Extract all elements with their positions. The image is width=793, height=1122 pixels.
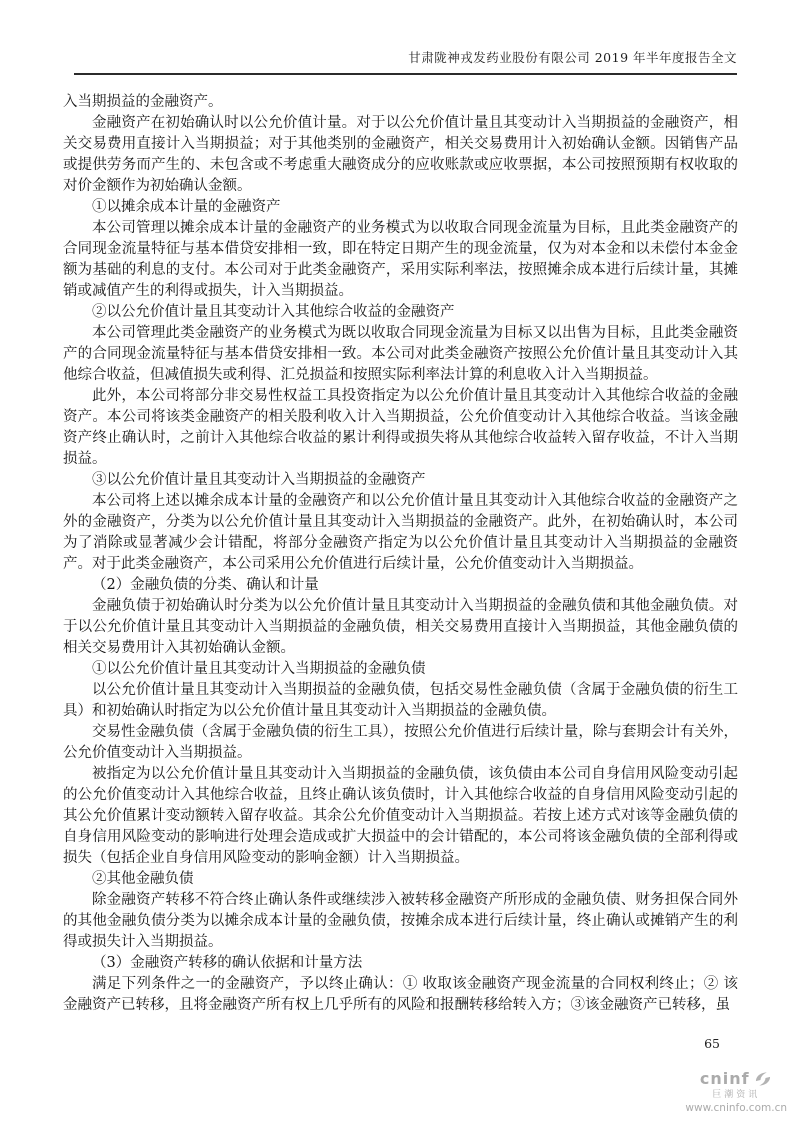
section-heading-financial-liabilities: （2）金融负债的分类、确认和计量 bbox=[92, 577, 319, 593]
paragraph: 金融资产在初始确认时以公允价值计量。对于以公允价值计量且其变动计入当期损益的金融资产，相关交易费用直接计入当期损益；对于其他类别的金融资产，相关交易费用计入初始确认金额。因销售产品或提供劳务而产生的、未包含或不考虑重大融资成分的应收账款或应收票据，本公司按照预期有权收取的对价金额作为初始确认金额。 bbox=[63, 115, 738, 194]
paragraph: 满足下列条件之一的金融资产，予以终止确认：① 收取该金融资产现金流量的合同权利终止；② 该金融资产已转移，且将金融资产所有权上几乎所有的风险和报酬转移给转入方；③该金融资产已转移，虽 bbox=[63, 976, 738, 1013]
paragraph: 此外，本公司将部分非交易性权益工具投资指定为以公允价值计量且其变动计入其他综合收益的金融资产。本公司将该类金融资产的相关股利收入计入当期损益，公允价值变动计入其他综合收益。当该金融资产终止确认时，之前计入其他综合收益的累计利得或损失将从其他综合收益转入留存收益，不计入当期损益。 bbox=[63, 388, 738, 467]
paragraph: 本公司管理此类金融资产的业务模式为既以收取合同现金流量为目标又以出售为目标，且此类金融资产的合同现金流量特征与基本借贷安排相一致。本公司对此类金融资产按照公允价值计量且其变动计入其他综合收益，但减值损失或利得、汇兑损益和按照实际利率法计算的利息收入计入当期损益。 bbox=[63, 325, 738, 383]
paragraph: 本公司管理以摊余成本计量的金融资产的业务模式为以收取合同现金流量为目标，且此类金融资产的合同现金流量特征与基本借贷安排相一致，即在特定日期产生的现金流量，仅为对本金和以未偿付本金金额为基础的利息的支付。本公司对于此类金融资产，采用实际利率法，按照摊余成本进行后续计量，其摊销或减值产生的利得或损失，计入当期损益。 bbox=[63, 220, 738, 299]
section-heading-fvtpl-liabilities: ①以公允价值计量且其变动计入当期损益的金融负债 bbox=[92, 661, 426, 677]
cninfo-watermark bbox=[685, 1069, 787, 1114]
paragraph: 本公司将上述以摊余成本计量的金融资产和以公允价值计量且其变动计入其他综合收益的金融资产之外的金融资产，分类为以公允价值计量且其变动计入当期损益的金融资产。此外，在初始确认时，本公司为了消除或显著减少会计错配，将部分金融资产指定为以公允价值计量且其变动计入当期损益的金融资产。对于此类金融资产，本公司采用公允价值进行后续计量，公允价值变动计入当期损益。 bbox=[63, 493, 738, 572]
section-heading-other-liabilities: ②其他金融负债 bbox=[92, 871, 194, 887]
cninfo-brand-text: cninf bbox=[699, 1069, 750, 1088]
cninfo-chinese-name: 巨潮资讯 bbox=[712, 1090, 761, 1100]
page-number: 65 bbox=[704, 1036, 720, 1051]
document-body bbox=[63, 92, 738, 1016]
paragraph-continuation: 入当期损益的金融资产。 bbox=[63, 94, 223, 110]
header-running-title: 甘肃陇神戎发药业股份有限公司 2019 年半年度报告全文 bbox=[74, 48, 737, 75]
section-heading-fvtpl-assets: ③以公允价值计量且其变动计入当期损益的金融资产 bbox=[92, 472, 426, 488]
cninfo-url: www.cninfo.com.cn bbox=[685, 1101, 787, 1114]
section-heading-fvoci-assets: ②以公允价值计量且其变动计入其他综合收益的金融资产 bbox=[92, 304, 455, 320]
paragraph: 以公允价值计量且其变动计入当期损益的金融负债，包括交易性金融负债（含属于金融负债的衍生工具）和初始确认时指定为以公允价值计量且其变动计入当期损益的金融负债。 bbox=[63, 682, 738, 719]
cninfo-brand-row bbox=[700, 1069, 773, 1089]
paragraph: 交易性金融负债（含属于金融负债的衍生工具），按照公允价值进行后续计量，除与套期会计有关外，公允价值变动计入当期损益。 bbox=[63, 724, 738, 761]
section-heading-amortized-cost-assets: ①以摊余成本计量的金融资产 bbox=[92, 199, 281, 215]
paragraph: 除金融资产转移不符合终止确认条件或继续涉入被转移金融资产所形成的金融负债、财务担保合同外的其他金融负债分类为以摊余成本计量的金融负债，按摊余成本进行后续计量，终止确认或摊销产生的利得或损失计入当期损益。 bbox=[63, 892, 738, 950]
cninfo-swirl-icon bbox=[753, 1069, 773, 1089]
section-heading-asset-transfer: （3）金融资产转移的确认依据和计量方法 bbox=[92, 955, 363, 971]
paragraph: 金融负债于初始确认时分类为以公允价值计量且其变动计入当期损益的金融负债和其他金融负债。对于以公允价值计量且其变动计入当期损益的金融负债，相关交易费用直接计入当期损益，其他金融负债的相关交易费用计入其初始确认金额。 bbox=[63, 598, 738, 656]
paragraph: 被指定为以公允价值计量且其变动计入当期损益的金融负债，该负债由本公司自身信用风险变动引起的公允价值变动计入其他综合收益，且终止确认该负债时，计入其他综合收益的自身信用风险变动引起的其公允价值累计变动额转入留存收益。其余公允价值变动计入当期损益。若按上述方式对该等金融负债的自身信用风险变动的影响进行处理会造成或扩大损益中的会计错配的，本公司将该金融负债的全部利得或损失（包括企业自身信用风险变动的影响金额）计入当期损益。 bbox=[63, 766, 738, 866]
